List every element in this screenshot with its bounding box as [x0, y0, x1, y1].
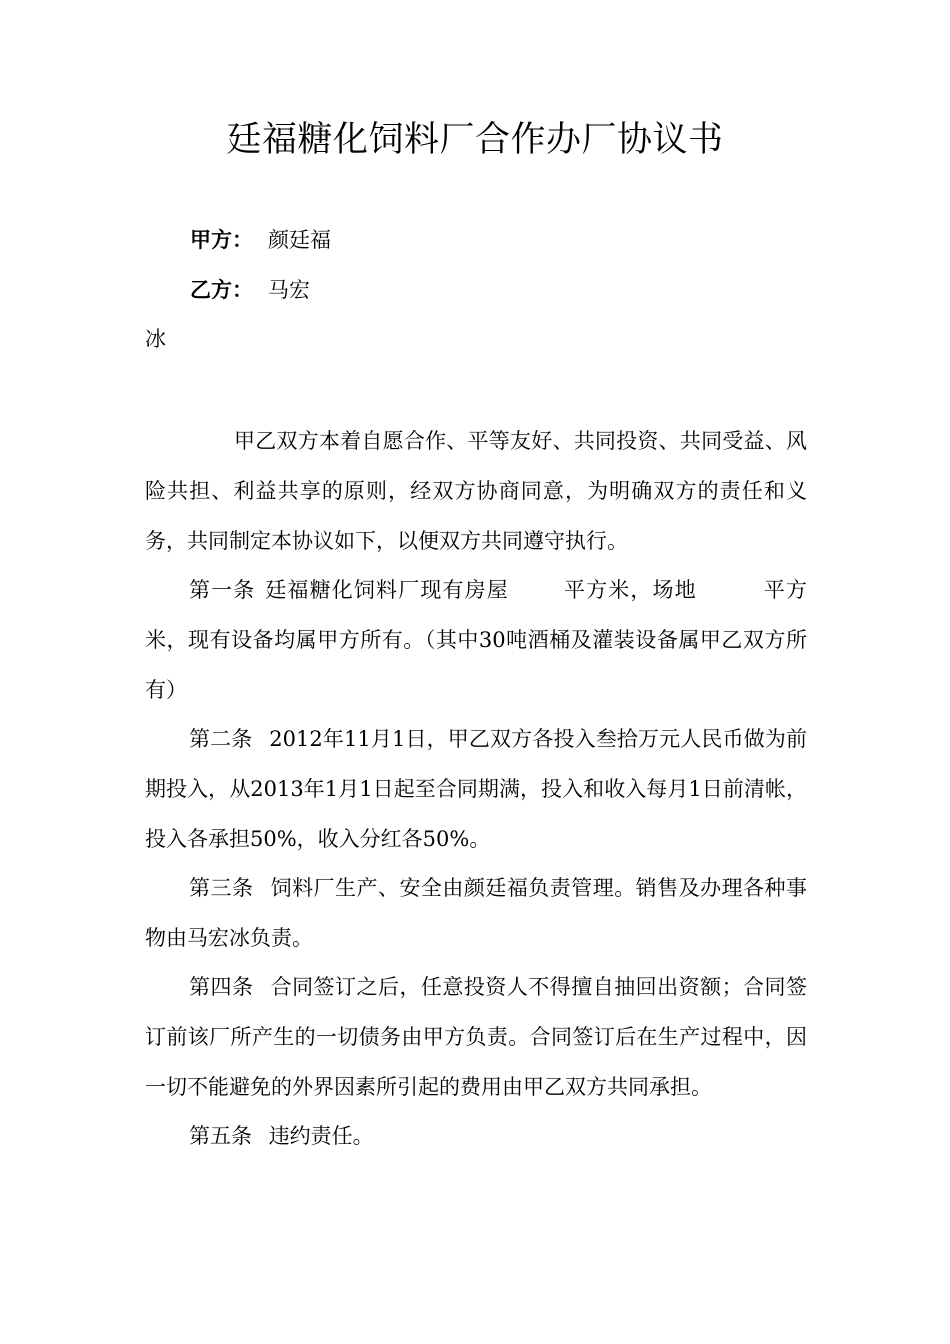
preamble-paragraph: 甲乙双方本着自愿合作、平等友好、共同投资、共同受益、风险共担、利益共享的原则，经双方协商同意，为明确双方的责任和义务，共同制定本协议如下，以便双方共同遵守执行。 — [145, 429, 807, 553]
article-4-text: 合同签订之后，任意投资人不得擅自抽回出资额；合同签订前该厂所产生的一切债务由甲方负责。合同签订后在生产过程中，因一切不能避免的外界因素所引起的费用由甲乙双方共同承担。 — [145, 975, 808, 1099]
article-5-text: 违约责任。 — [268, 1124, 374, 1148]
article-1-label: 第一条 — [189, 578, 256, 602]
article-5-paragraph — [145, 1111, 807, 1161]
party-b-label: 乙方： — [190, 277, 253, 302]
party-a-line — [190, 220, 331, 260]
article-3-label: 第三条 — [189, 876, 254, 900]
article-3-paragraph — [145, 863, 807, 963]
article-2-paragraph — [145, 714, 807, 864]
party-b-name-wrapped: 冰 — [145, 327, 166, 351]
article-1-text-part2: 平方米，场地 — [562, 578, 697, 602]
article-5-label: 第五条 — [189, 1124, 252, 1148]
article-1-paragraph — [145, 565, 807, 715]
article-3-text: 饲料厂生产、安全由颜廷福负责管理。销售及办理各种事物由马宏冰负责。 — [145, 876, 808, 950]
article-1-text-part3: 平方米，现有设备均属甲方所有。（其中30吨酒桶及灌装设备属甲乙双方所有） — [145, 578, 808, 702]
article-4-paragraph — [145, 962, 807, 1112]
article-1-text-part1: 廷福糖化饲料厂现有房屋 — [265, 578, 509, 602]
party-b-name: 马宏 — [268, 278, 310, 302]
article-2-text: 2012年11月1日，甲乙双方各投入叁拾万元人民币做为前期投入，从2013年1月1日起至合同期满，投入和收入每月1日前清帐，投入各承担50%，收入分红各50%。 — [145, 727, 807, 851]
article-4-label: 第四条 — [189, 975, 254, 999]
party-a-name: 颜廷福 — [268, 228, 331, 252]
party-b-line — [190, 270, 310, 310]
document-title: 廷福糖化饲料厂合作办厂协议书 — [226, 120, 724, 160]
party-a-label: 甲方： — [190, 227, 253, 252]
article-2-label: 第二条 — [189, 727, 253, 751]
